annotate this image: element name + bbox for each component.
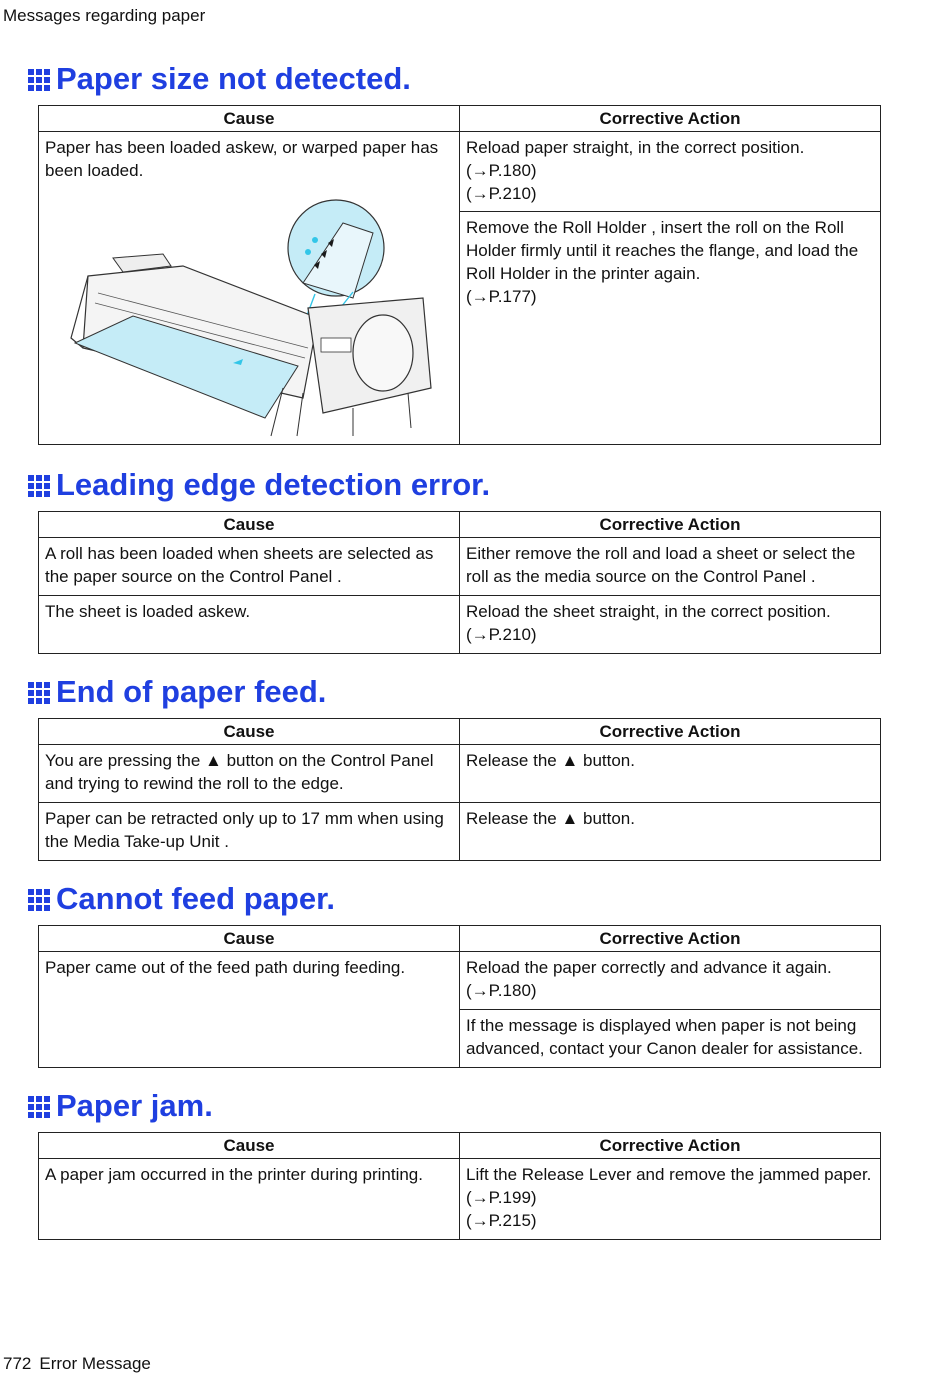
- cause-action-table: [38, 925, 881, 1068]
- table-header-row: [39, 512, 881, 538]
- page-reference-link[interactable]: (→P.210): [466, 184, 537, 203]
- action-cell: [460, 132, 881, 212]
- action-text: Remove the Roll Holder , insert the roll on the Roll Holder firmly until it reaches the flange, and load the Roll Holder in the printer again.: [466, 218, 859, 283]
- section-title: [26, 671, 906, 713]
- page-reference-link[interactable]: (→P.210): [466, 625, 537, 644]
- page-reference-link[interactable]: (→P.180): [466, 161, 537, 180]
- section-title-text: Leading edge detection error.: [56, 467, 491, 502]
- section-end-of-paper-feed: [26, 671, 906, 713]
- grid-bullet-icon: [28, 1096, 50, 1118]
- section-paper-jam: [26, 1085, 906, 1127]
- cause-text: Paper has been loaded askew, or warped paper has been loaded.: [45, 138, 439, 180]
- action-text: Lift the Release Lever and remove the jammed paper.: [466, 1165, 872, 1184]
- cause-header: Cause: [39, 926, 460, 952]
- grid-bullet-icon: [28, 682, 50, 704]
- section-paper-size-not-detected: [26, 58, 906, 100]
- action-header: Corrective Action: [460, 106, 881, 132]
- action-cell: [460, 596, 881, 654]
- section-cannot-feed-paper: [26, 878, 906, 920]
- page-reference-link[interactable]: (→P.215): [466, 1211, 537, 1230]
- action-cell: Release the ▲ button.: [460, 745, 881, 803]
- action-text: Reload the sheet straight, in the correct position.: [466, 602, 831, 621]
- cause-cell: The sheet is loaded askew.: [39, 596, 460, 654]
- section-title-text: Paper size not detected.: [56, 61, 411, 96]
- running-header: Messages regarding paper: [3, 6, 206, 25]
- table-row: [39, 132, 881, 212]
- action-header: Corrective Action: [460, 719, 881, 745]
- section-title: [26, 464, 906, 506]
- cause-action-table: [38, 511, 881, 654]
- action-text: Reload the paper correctly and advance it again.: [466, 958, 832, 977]
- action-cell: Either remove the roll and load a sheet or select the roll as the media source on the Control Panel .: [460, 538, 881, 596]
- grid-bullet-icon: [28, 889, 50, 911]
- action-text: Reload paper straight, in the correct position.: [466, 138, 805, 157]
- cause-action-table: [38, 718, 881, 861]
- printer-illustration: [53, 188, 443, 438]
- table-row: [39, 596, 881, 654]
- cause-action-table: [38, 105, 881, 445]
- section-title-text: Paper jam.: [56, 1088, 213, 1123]
- table-row: [39, 745, 881, 803]
- cause-header: Cause: [39, 512, 460, 538]
- section-title-text: Cannot feed paper.: [56, 881, 336, 916]
- action-header: Corrective Action: [460, 1133, 881, 1159]
- table-row: [39, 1159, 881, 1240]
- action-cell: If the message is displayed when paper is not being advanced, contact your Canon dealer for assistance.: [460, 1010, 881, 1068]
- table-row: [39, 538, 881, 596]
- cause-cell: Paper came out of the feed path during feeding.: [39, 952, 460, 1068]
- table-row: [39, 803, 881, 861]
- table-row: [39, 952, 881, 1010]
- section-title: [26, 58, 906, 100]
- section-title-text: End of paper feed.: [56, 674, 327, 709]
- page-footer: [3, 1354, 151, 1374]
- grid-bullet-icon: [28, 69, 50, 91]
- action-header: Corrective Action: [460, 512, 881, 538]
- cause-cell: A paper jam occurred in the printer during printing.: [39, 1159, 460, 1240]
- action-cell: [460, 212, 881, 445]
- section-title: [26, 1085, 906, 1127]
- action-cell: Release the ▲ button.: [460, 803, 881, 861]
- section-leading-edge-detection-error: [26, 464, 906, 506]
- action-cell: [460, 1159, 881, 1240]
- table-header-row: [39, 106, 881, 132]
- footer-section-name: Error Message: [39, 1354, 151, 1373]
- cause-header: Cause: [39, 719, 460, 745]
- grid-bullet-icon: [28, 475, 50, 497]
- action-header: Corrective Action: [460, 926, 881, 952]
- table-header-row: [39, 1133, 881, 1159]
- cause-cell: You are pressing the ▲ button on the Control Panel and trying to rewind the roll to the edge.: [39, 745, 460, 803]
- table-header-row: [39, 719, 881, 745]
- page-number: 772: [3, 1354, 32, 1373]
- page-reference-link[interactable]: (→P.199): [466, 1188, 537, 1207]
- table-header-row: [39, 926, 881, 952]
- cause-cell: Paper can be retracted only up to 17 mm when using the Media Take-up Unit .: [39, 803, 460, 861]
- cause-header: Cause: [39, 1133, 460, 1159]
- page-reference-link[interactable]: (→P.180): [466, 981, 537, 1000]
- action-cell: [460, 952, 881, 1010]
- cause-action-table: [38, 1132, 881, 1240]
- cause-header: Cause: [39, 106, 460, 132]
- section-title: [26, 878, 906, 920]
- cause-cell: [39, 132, 460, 445]
- page-reference-link[interactable]: (→P.177): [466, 287, 537, 306]
- cause-cell: A roll has been loaded when sheets are selected as the paper source on the Control Panel .: [39, 538, 460, 596]
